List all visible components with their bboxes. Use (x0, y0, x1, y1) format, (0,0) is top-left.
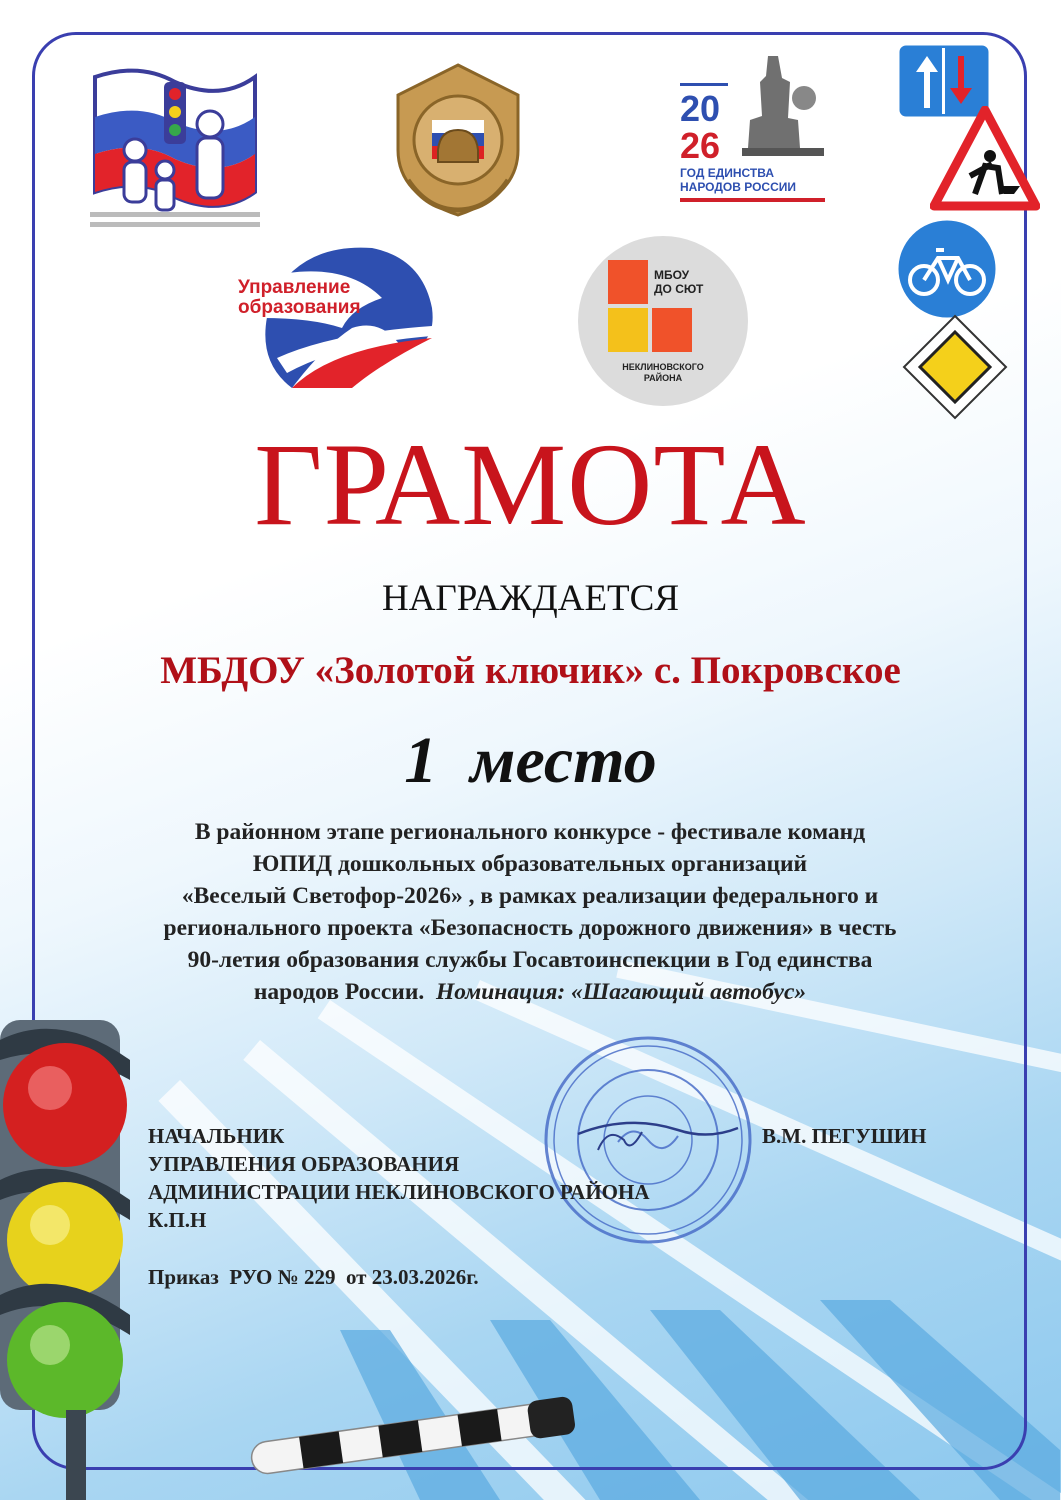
signatory-name: В.М. ПЕГУШИН (762, 1124, 927, 1148)
signatory-position-line: АДМИНИСТРАЦИИ НЕКЛИНОВСКОГО РАЙОНА (148, 1180, 650, 1204)
signatory-position-line: УПРАВЛЕНИЯ ОБРАЗОВАНИЯ (148, 1152, 460, 1176)
recipient-name: МБДОУ «Золотой ключик» с. Покровское (160, 649, 901, 692)
priority-road-sign (900, 312, 1010, 422)
description-line-last (110, 976, 950, 1008)
traffic-baton-image (240, 1395, 600, 1475)
unity-caption-2: НАРОДОВ РОССИИ (680, 180, 796, 194)
description-line: 90-летия образования службы Госавтоинспекции в Год единства (187, 947, 873, 973)
certificate-title: ГРАМОТА (254, 419, 807, 550)
sut-name-3: НЕКЛИНОВСКОГО (622, 362, 704, 372)
education-department-logo (232, 238, 442, 398)
signatory-position (148, 1122, 650, 1234)
sut-name-4: РАЙОНА (643, 373, 683, 383)
signatory-position-line: НАЧАЛЬНИК (148, 1124, 285, 1148)
traffic-police-emblem (388, 60, 528, 220)
sut-name-2: ДО СЮТ (654, 282, 704, 296)
awarded-label: НАГРАЖДАЕТСЯ (381, 578, 680, 619)
unity-line-blue (680, 83, 728, 86)
education-department-swoosh (232, 238, 442, 398)
order-reference: Приказ РУО № 229 от 23.03.2026г. (148, 1265, 479, 1289)
description-line: регионального проекта «Безопасность дорожного движения» в честь (163, 915, 897, 941)
young-traffic-inspectors-logo (80, 62, 270, 232)
sut-robot-tile (608, 260, 648, 304)
unity-line-red (680, 198, 825, 202)
sut-robot-tile (608, 308, 648, 352)
education-department-name-2: образования (238, 297, 361, 318)
description-line: В районном этапе регионального конкурсе - фестивале команд (194, 819, 866, 845)
description-line: ЮПИД дошкольных образовательных организаций (252, 851, 808, 877)
monument-image (738, 48, 828, 158)
award-description (110, 816, 950, 1008)
description-last-text: народов России. (253, 979, 436, 1005)
unity-caption-1: ГОД ЕДИНСТВА (680, 166, 774, 180)
signatory-position-line: К.П.Н (148, 1208, 207, 1232)
sut-plane-tile (652, 308, 692, 352)
description-line: «Веселый Светофор-2026» , в рамках реализации федерального и (181, 883, 879, 909)
unity-year-top: 20 (680, 88, 721, 129)
nomination: Номинация: «Шагающий автобус» (435, 979, 807, 1005)
traffic-light-image (0, 1020, 150, 1500)
education-department-name-1: Управление (238, 277, 351, 298)
place-award: 1 место (404, 724, 657, 797)
road-works-sign (930, 106, 1040, 216)
unity-year-logo (680, 48, 830, 208)
bicycle-path-sign (892, 214, 1002, 324)
sut-logo (578, 236, 748, 406)
sut-name-1: МБОУ (654, 268, 690, 282)
unity-year-bottom: 26 (680, 125, 721, 166)
